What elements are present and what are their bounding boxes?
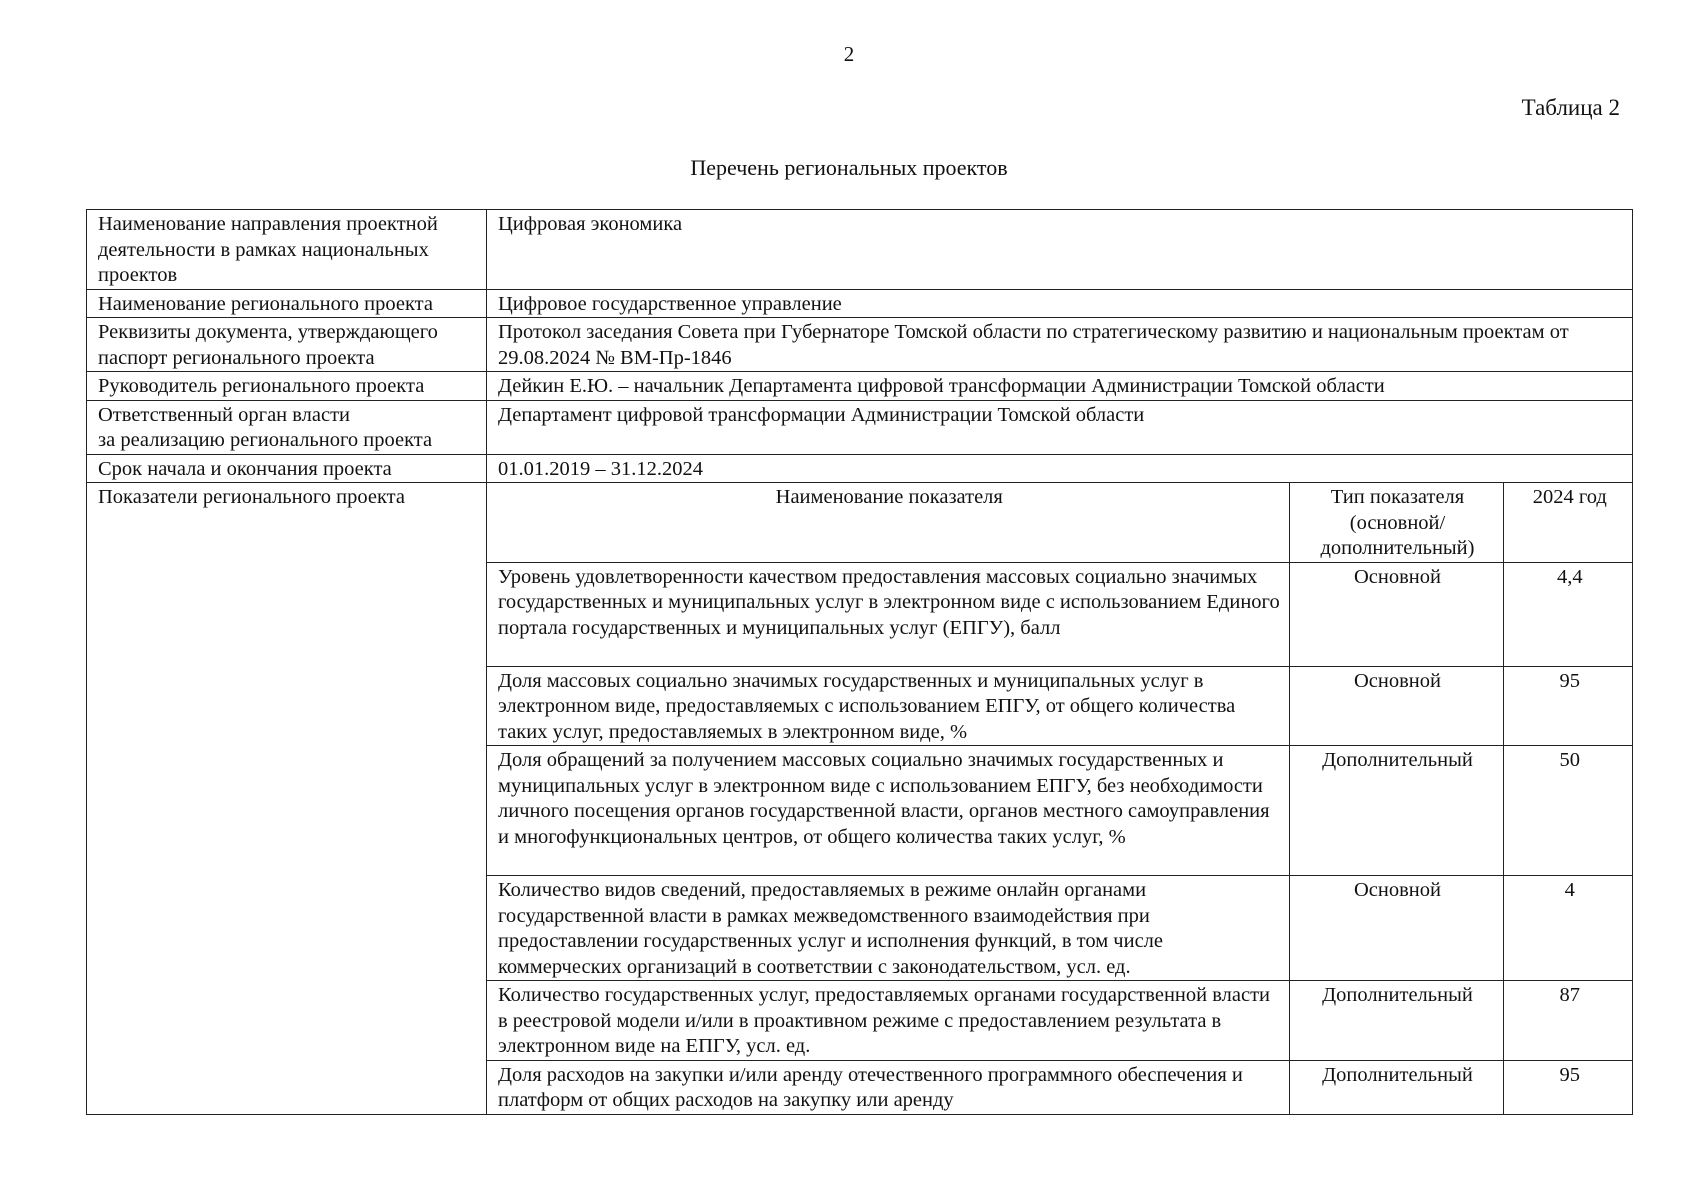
period-value: 01.01.2019 – 31.12.2024	[487, 454, 1633, 483]
indicator-value: 95	[1503, 666, 1633, 746]
indicator-value: 95	[1503, 1060, 1633, 1114]
table-label: Таблица 2	[1521, 95, 1620, 120]
indicators-table	[487, 483, 1633, 1114]
indicator-name: Количество видов сведений, предоставляемых в режиме онлайн органами государственной власти в рамках межведомственного взаимодействия при предоставлении государственных услуг и исполнения функций, в том числе коммерческих организаций в соответствии с законодательством, усл. ед.	[487, 876, 1289, 981]
indicator-name: Доля обращений за получением массовых социально значимых государственных и муниципальных услуг в электронном виде с использованием ЕПГУ, без необходимости личного посещения органов государственной власти, органов местного самоуправления и многофункциональных центров, от общего количества таких услуг, %	[487, 746, 1289, 876]
indicator-row	[487, 562, 1633, 666]
indicator-value: 87	[1503, 981, 1633, 1061]
indicator-type: Дополнительный	[1289, 981, 1503, 1061]
head-value: Дейкин Е.Ю. – начальник Департамента цифровой трансформации Администрации Томской области	[487, 372, 1633, 401]
row-document	[87, 318, 1633, 372]
indicators-cell	[487, 483, 1633, 1115]
header-type-line1: Тип показателя	[1330, 486, 1465, 508]
indicators-label: Показатели регионального проекта	[87, 483, 487, 1115]
indicator-name: Количество государственных услуг, предоставляемых органами государственной власти в реестровой модели и/или в проактивном режиме с предоставлением результата в электронном виде на ЕПГУ, усл. ед.	[487, 981, 1289, 1061]
indicator-type: Основной	[1289, 562, 1503, 666]
indicator-type: Основной	[1289, 666, 1503, 746]
projects-table	[86, 209, 1633, 1115]
row-responsible	[87, 400, 1633, 454]
header-year: 2024 год	[1503, 483, 1633, 562]
head-label: Руководитель регионального проекта	[87, 372, 487, 401]
responsible-value: Департамент цифровой трансформации Администрации Томской области	[487, 400, 1633, 454]
indicators-header-row	[487, 483, 1633, 562]
indicator-name: Доля массовых социально значимых государственных и муниципальных услуг в электронном виде, предоставляемых с использованием ЕПГУ, от общего количества таких услуг, предоставляемых в электронном виде, %	[487, 666, 1289, 746]
project-name-value: Цифровое государственное управление	[487, 289, 1633, 318]
indicator-row	[487, 666, 1633, 746]
direction-value: Цифровая экономика	[487, 210, 1633, 290]
indicator-value: 4	[1503, 876, 1633, 981]
responsible-label-line1: Ответственный орган власти	[98, 403, 351, 426]
row-project-name	[87, 289, 1633, 318]
header-indicator-name: Наименование показателя	[487, 483, 1289, 562]
header-type-line3: дополнительный)	[1320, 537, 1475, 559]
project-name-label: Наименование регионального проекта	[87, 289, 487, 318]
header-type-line2: (основной/	[1349, 511, 1446, 534]
indicator-row	[487, 1060, 1633, 1114]
indicator-name: Уровень удовлетворенности качеством предоставления массовых социально значимых государственных и муниципальных услуг в электронном виде с использованием Единого портала государственных и муниципальных услуг (ЕПГУ), балл	[487, 562, 1289, 666]
document-value: Протокол заседания Совета при Губернаторе Томской области по стратегическому развитию и национальным проектам от 29.08.2024 № ВМ-Пр-1846	[487, 318, 1633, 372]
document-label: Реквизиты документа, утверждающего паспорт регионального проекта	[87, 318, 487, 372]
responsible-label-line2: за реализацию регионального проекта	[98, 429, 433, 451]
document-title: Перечень региональных проектов	[690, 155, 1008, 180]
indicator-row	[487, 981, 1633, 1061]
direction-label: Наименование направления проектной деятельности в рамках национальных проектов	[87, 210, 487, 290]
page-number: 2	[843, 42, 855, 66]
header-indicator-type	[1289, 483, 1503, 562]
indicator-type: Основной	[1289, 876, 1503, 981]
row-direction	[87, 210, 1633, 290]
indicator-row	[487, 746, 1633, 876]
indicator-type: Дополнительный	[1289, 746, 1503, 876]
period-label: Срок начала и окончания проекта	[87, 454, 487, 483]
responsible-label	[87, 400, 487, 454]
row-period	[87, 454, 1633, 483]
row-indicators	[87, 483, 1633, 1115]
indicator-type: Дополнительный	[1289, 1060, 1503, 1114]
indicator-value: 4,4	[1503, 562, 1633, 666]
row-head	[87, 372, 1633, 401]
indicator-value: 50	[1503, 746, 1633, 876]
indicator-name: Доля расходов на закупки и/или аренду отечественного программного обеспечения и платформ от общих расходов на закупку или аренду	[487, 1060, 1289, 1114]
indicator-row	[487, 876, 1633, 981]
